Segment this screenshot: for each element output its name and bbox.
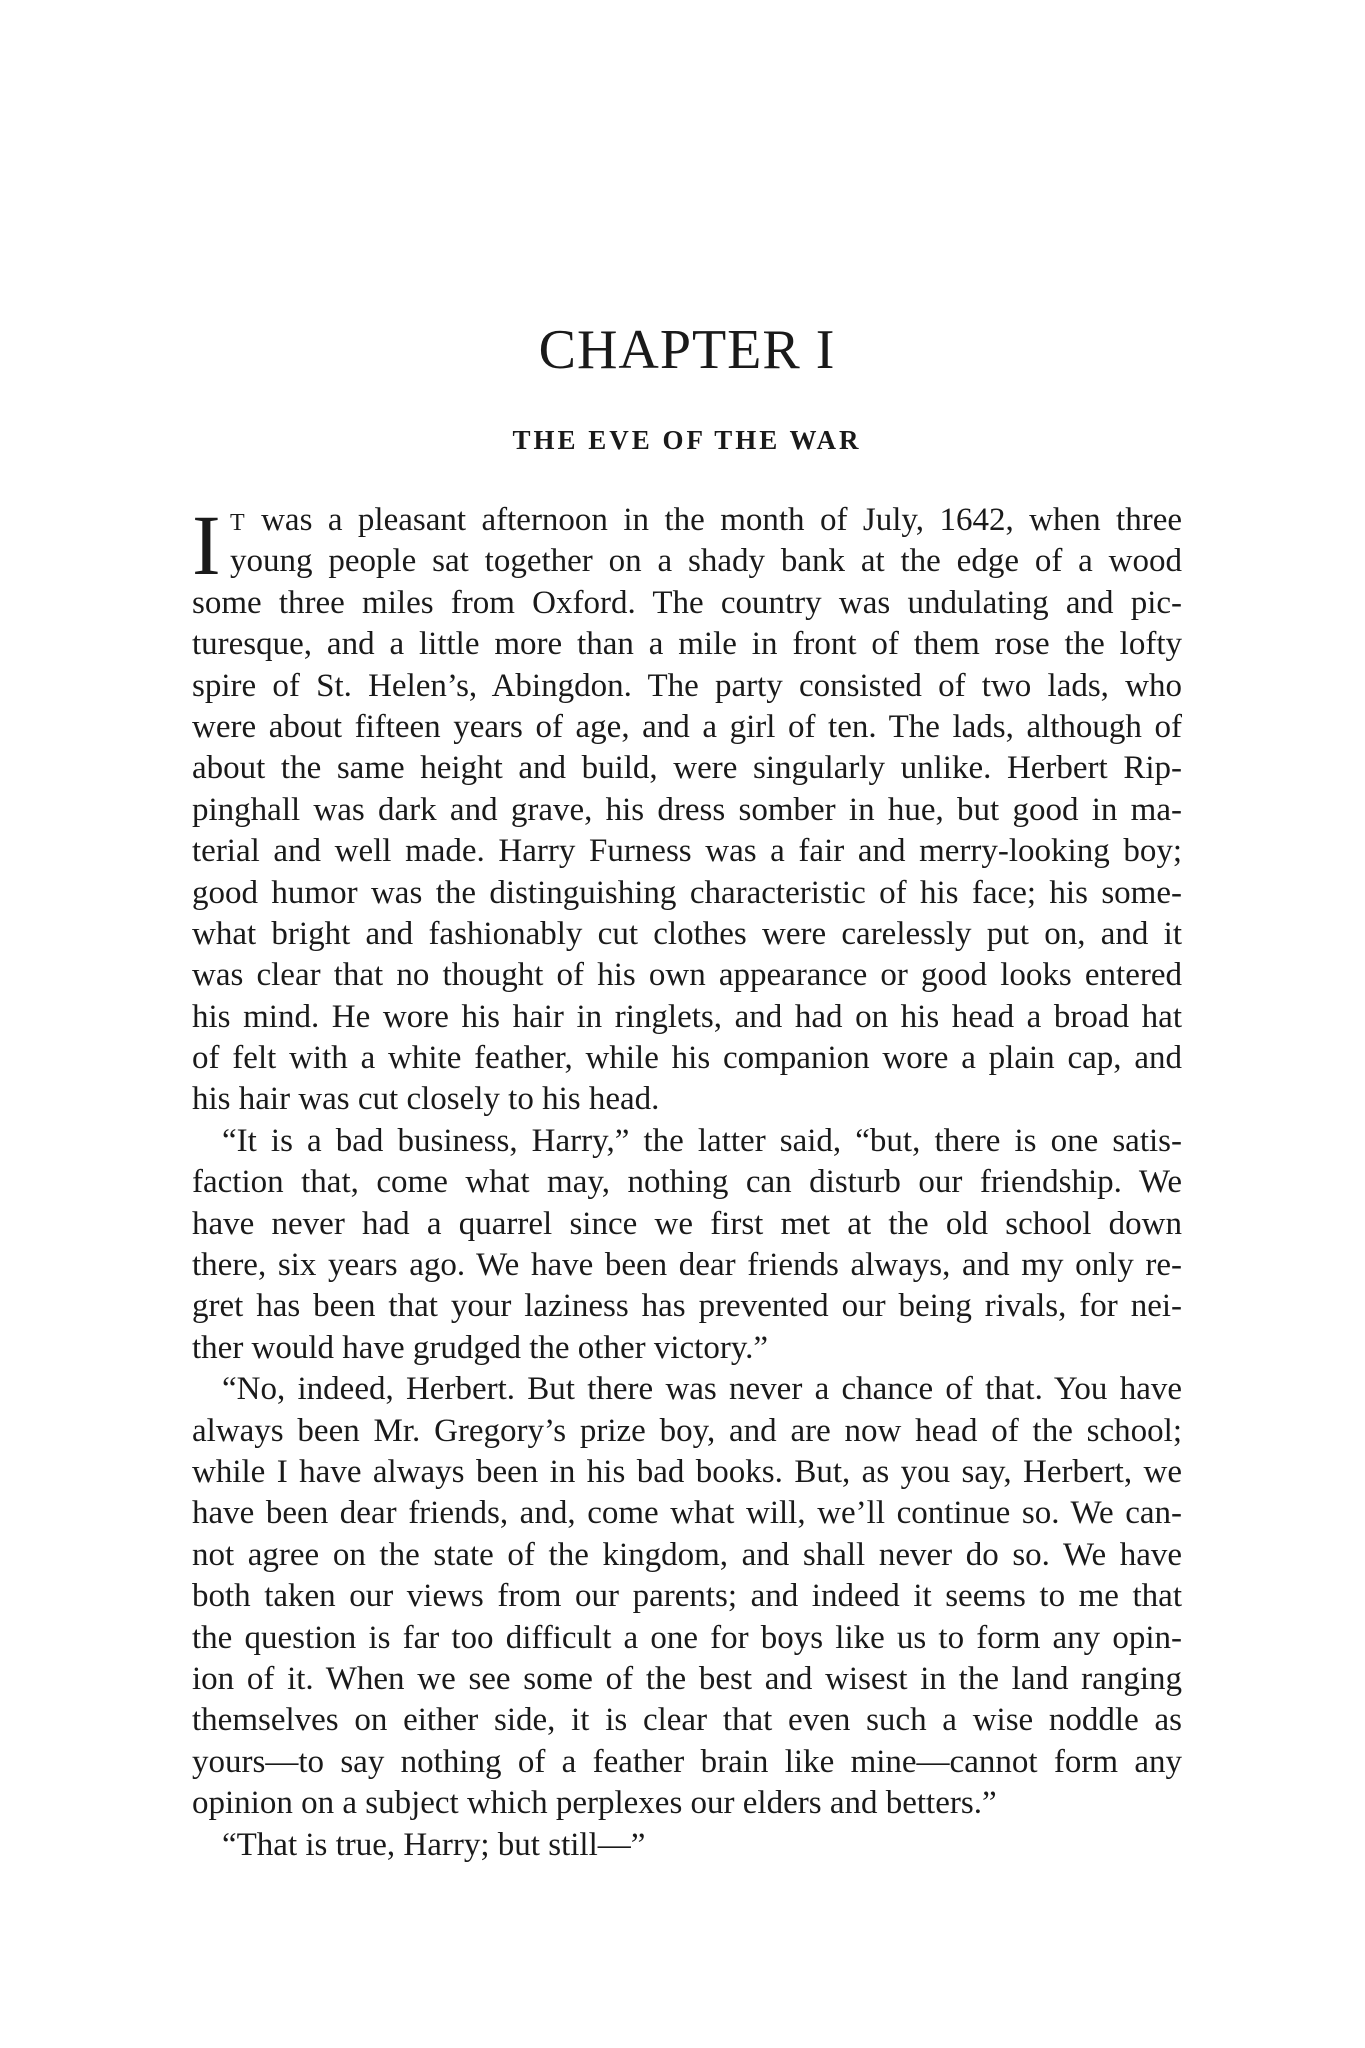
text-line: spire of St. Helen’s, Abingdon. The party consisted of two lads, who [192,667,1182,704]
text-line: have never had a quarrel since we first met at the old school down [192,1205,1182,1242]
text-line: good humor was the distinguishing characteristic of his face; his some- [192,874,1182,911]
text-line: there, six years ago. We have been dear friends always, and my only re- [192,1247,1182,1284]
paragraph [192,1121,1182,1369]
text-line: not agree on the state of the kingdom, and shall never do so. We have [192,1536,1182,1573]
text-line: gret has been that your laziness has prevented our being rivals, for nei- [192,1288,1182,1325]
text-line: the question is far too difficult a one for boys like us to form any opin- [192,1619,1182,1656]
first-line-text: was a pleasant afternoon in the month of July, 1642, when three [245,502,1182,538]
chapter-title: CHAPTER I [538,319,836,381]
text-line: always been Mr. Gregory’s prize boy, and are now head of the school; [192,1412,1182,1449]
text-line: his hair was cut closely to his head. [192,1081,660,1118]
paragraph [192,541,1182,1120]
text-line: both taken our views from our parents; and indeed it seems to me that [192,1578,1182,1615]
text-line: pinghall was dark and grave, his dress somber in hue, but good in ma- [192,791,1182,828]
first-line [192,500,1182,541]
chapter-body [192,497,1182,1866]
text-line: were about fifteen years of age, and a girl of ten. The lads, although of [192,708,1182,745]
paragraphs [192,541,1182,1866]
first-word-smallcaps: T [230,510,246,536]
text-line: of felt with a white feather, while his companion wore a plain cap, and [192,1040,1182,1077]
text-line: some three miles from Oxford. The country was undulating and pic- [192,584,1182,621]
text-line: “No, indeed, Herbert. But there was never a chance of that. You have [222,1371,1182,1408]
text-line: ther would have grudged the other victory.” [192,1329,769,1366]
drop-cap: I [192,497,221,593]
text-line: ion of it. When we see some of the best and wisest in the land ranging [192,1660,1182,1697]
text-line: was clear that no thought of his own appearance or good looks entered [192,957,1182,994]
text-line: turesque, and a little more than a mile in front of them rose the lofty [192,626,1182,663]
text-line: yours—to say nothing of a feather brain like mine—cannot form any [192,1743,1182,1780]
book-page [192,0,1182,2048]
text-line: “It is a bad business, Harry,” the latter said, “but, there is one satis- [222,1122,1182,1159]
text-line: what bright and fashionably cut clothes were carelessly put on, and it [192,915,1182,952]
text-line: opinion on a subject which perplexes our elders and betters.” [192,1785,997,1822]
text-line: his mind. He wore his hair in ringlets, and had on his head a broad hat [192,998,1182,1035]
text-line: about the same height and build, were singularly unlike. Herbert Rip- [192,750,1182,787]
paragraph [192,1825,1182,1866]
text-line: young people sat together on a shady bank at the edge of a wood [230,543,1182,580]
paragraph [192,1369,1182,1824]
text-line: faction that, come what may, nothing can disturb our friendship. We [192,1164,1182,1201]
text-line: while I have always been in his bad books. But, as you say, Herbert, we [192,1453,1182,1490]
text-line: “That is true, Harry; but still—” [222,1826,646,1863]
chapter-subtitle: THE EVE OF THE WAR [512,425,862,455]
text-line: themselves on either side, it is clear that even such a wise noddle as [192,1702,1182,1739]
text-line: have been dear friends, and, come what will, we’ll continue so. We can- [192,1495,1182,1532]
text-line: terial and well made. Harry Furness was a fair and merry-looking boy; [192,833,1182,870]
